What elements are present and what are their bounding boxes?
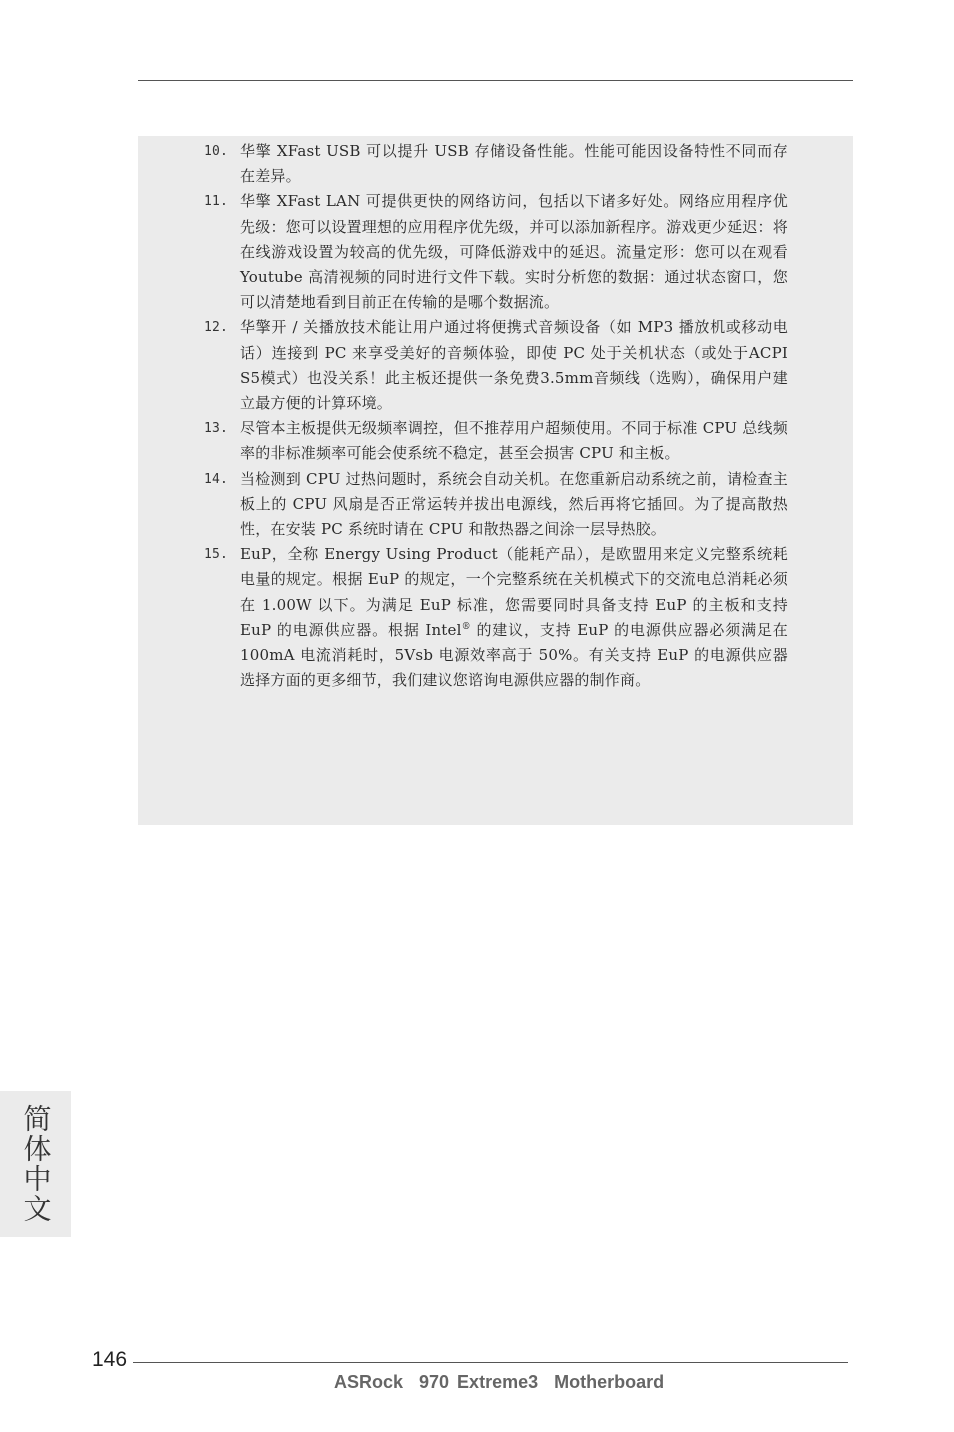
note-item-10 [200,139,788,189]
footer-rule [133,1362,848,1363]
page-number: 146 [92,1348,128,1371]
note-item-14 [200,467,788,543]
note-item-15 [200,542,788,693]
note-number: 14. [204,471,229,487]
note-item-12 [200,315,788,416]
note-item-13 [200,416,788,466]
registered-mark: ® [461,621,471,632]
note-item-11 [200,189,788,315]
note-number: 12. [204,320,229,336]
note-text [240,542,788,693]
note-number: 13. [204,421,229,437]
note-text: 华擎 XFast LAN 可提供更快的网络访问，包括以下诸多好处。网络应用程序优先级：您可以设置理想的应用程序优先级，并可以添加新程序。游戏更少延迟：将在线游戏设置为较高的优先级，可降低游戏中的延迟。流量定形：您可以在观看 Youtube 高清视频的同时进行文件下载。实时分析您的数据：通过状态窗口，您可以清楚地看到目前正在传输的是哪个数据流。 [240,192,788,312]
note-number: 10. [204,144,229,159]
note-text-part: 的建议，支持 EuP 的电源供应器必须满足在 100mA 电流消耗时，5Vsb 电源效率高于 50%。有关支持 EuP 的电源供应器选择方面的更多细节，我们建议您谘询电源供应器的制作商。 [240,620,788,690]
note-text: 尽管本主板提供无级频率调控，但不推荐用户超频使用。不同于标准 CPU 总线频率的非标准频率可能会使系统不稳定，甚至会损害 CPU 和主板。 [240,419,788,463]
note-text-part: EuP，全称 Energy Using Product（能耗产品），是欧盟用来定义完整系统耗电量的规定。根据 EuP 的规定，一个完整系统在关机模式下的交流电总消耗必须在 1.00W 以下。为满足 EuP 标准，您需要同时具备支持 EuP 的主板和支持 EuP 的电源供应器。根据 Intel [240,545,788,639]
note-number: 11. [204,194,229,210]
footer-title: ASRock 970 Extreme3 Motherboard [334,1372,665,1392]
language-tab-label: 简体中文 [19,1104,53,1224]
note-text: 当检测到 CPU 过热问题时，系统会自动关机。在您重新启动系统之前，请检查主板上的 CPU 风扇是否正常运转并拔出电源线，然后再将它插回。为了提高散热性，在安装 PC 系统时请在 CPU 和散热器之间涂一层导热胶。 [240,469,788,539]
header-rule [138,80,853,81]
note-text: 华擎开 / 关播放技术能让用户通过将便携式音频设备（如 MP3 播放机或移动电话）连接到 PC 来享受美好的音频体验，即使 PC 处于关机状态（或处于ACPI S5模式）也没关系！此主板还提供一条免费3.5mm音频线（选购），确保用户建立最方便的计算环境。 [240,318,788,413]
note-number: 15. [204,547,229,563]
language-tab [0,1091,71,1237]
note-text: 华擎 XFast USB 可以提升 USB 存储设备性能。性能可能因设备特性不同而存在差异。 [240,142,788,186]
feature-notes-list [200,139,788,693]
